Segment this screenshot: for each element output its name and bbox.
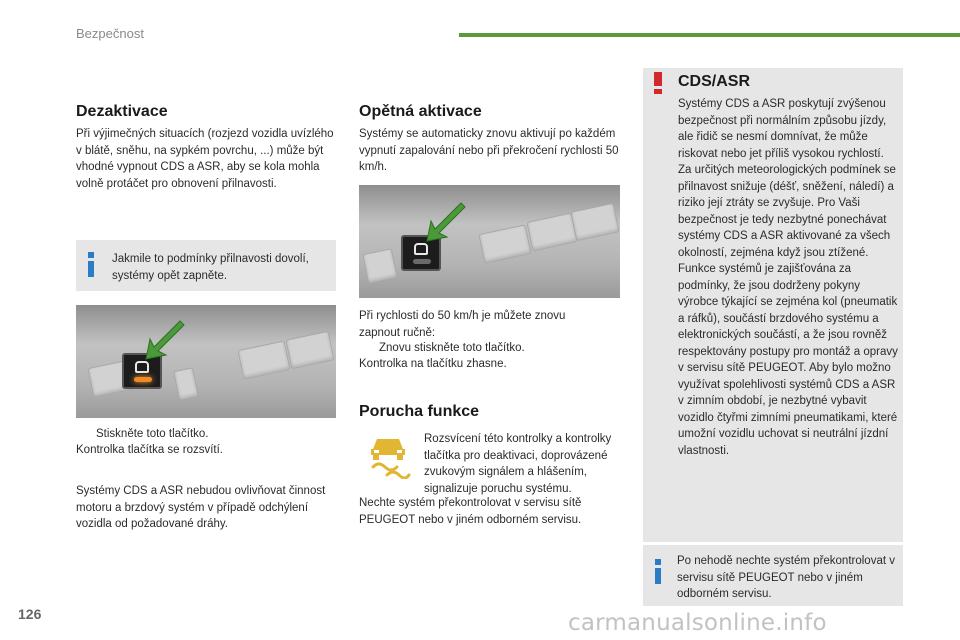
deactivation-info-box [76,240,336,291]
reactivation-manual-intro: Při rychlosti do 50 km/h je můžete znovu zapnout ručně: [359,310,566,339]
section-header: Bezpečnost [76,26,144,41]
reactivation-step-result: Kontrolka na tlačítku zhasne. [359,358,507,370]
button-photo-on [76,305,336,418]
header-rule [459,33,960,37]
skid-warning-icon [365,433,411,479]
sidebar-title: CDS/ASR [678,73,751,90]
deactivation-info-text: Jakmile to podmínky přilnavosti dovolí, systémy opět zapněte. [112,253,309,282]
reactivation-title: Opětná aktivace [359,103,482,120]
sidebar-info-text: Po nehodě nechte systém překontrolovat v servisu sítě PEUGEOT nebo v jiném odborném servisu. [677,555,895,600]
watermark: carmanualsonline.info [568,610,827,636]
deactivation-intro: Při výjimečných situacích (rozjezd vozidla uvízlého v blátě, sněhu, na sypkém povrchu, ...) může být vhodné vypnout CDS a ASR, aby se kola mohla volně protáčet pro obnovení přilnavosti. [76,128,334,190]
deactivation-step-result: Kontrolka tlačítka se rozsvítí. [76,444,224,456]
button-photo-off [359,185,620,298]
exclamation-warning-icon [654,72,662,94]
fault-title: Porucha funkce [359,403,480,420]
sidebar-info-box [643,545,903,606]
reactivation-step-text: Znovu stiskněte toto tlačítko. [379,342,525,354]
deactivation-footer: Systémy CDS a ASR nebudou ovlivňovat činnost motoru a brzdový systém v případě odchýlení vozidla od požadované dráhy. [76,485,326,530]
fault-text: Rozsvícení této kontrolky a kontrolky tlačítka pro deaktivaci, doprovázené zvukovým signálem a hlášením, signalizuje poruchu systému. [424,433,612,495]
deactivation-step-text: Stiskněte toto tlačítko. [96,428,209,440]
sidebar-body: Systémy CDS a ASR poskytují zvýšenou bezpečnost při normálním způsobu jízdy, ale řidič se nesmí domnívat, že může riskovat nebo jet příliš vysokou rychlostí. Za určitých meteorologických podmínek se přilnavost snižuje (déšť, sněžení, náledí) a riziko její ztráty se zvyšuje. Pro Vaši bezpečnost je tedy nezbytné ponechávat systémy CDS a ASR aktivované za všech okolností, zejména když jsou ztížené. Funkce systémů je zajišťována za podmínky, že jsou dodrženy pokyny výrobce týkající se zejména kol (pneumatik a ráfků), součástí brzdového systému a elektronických součástí, a že jsou rovněž respektovány postupy pro montáž a opravy v servisu sítě PEUGEOT. Aby bylo možno využívat spolehlivosti systémů CDS a ASR v zimním období, je nezbytné vybavit vozidlo čtyřmi zimními pneumatikami, které umožní vozidlu uchovat si neutrální jízdní vlastnosti. [678,98,898,457]
reactivation-step [359,340,621,357]
fault-advice: Nechte systém překontrolovat v servisu sítě PEUGEOT nebo v jiném odborném servisu. [359,497,582,526]
arrow-pointer-icon [140,317,186,363]
deactivation-title: Dezaktivace [76,103,168,120]
info-icon [655,559,661,584]
info-icon [88,252,94,277]
page-number: 126 [18,606,42,622]
arrow-pointer-icon [421,199,467,245]
deactivation-step [76,426,338,443]
reactivation-intro: Systémy se automaticky znovu aktivují po každém vypnutí zapalování nebo při překročení rychlosti 50 km/h. [359,128,619,173]
